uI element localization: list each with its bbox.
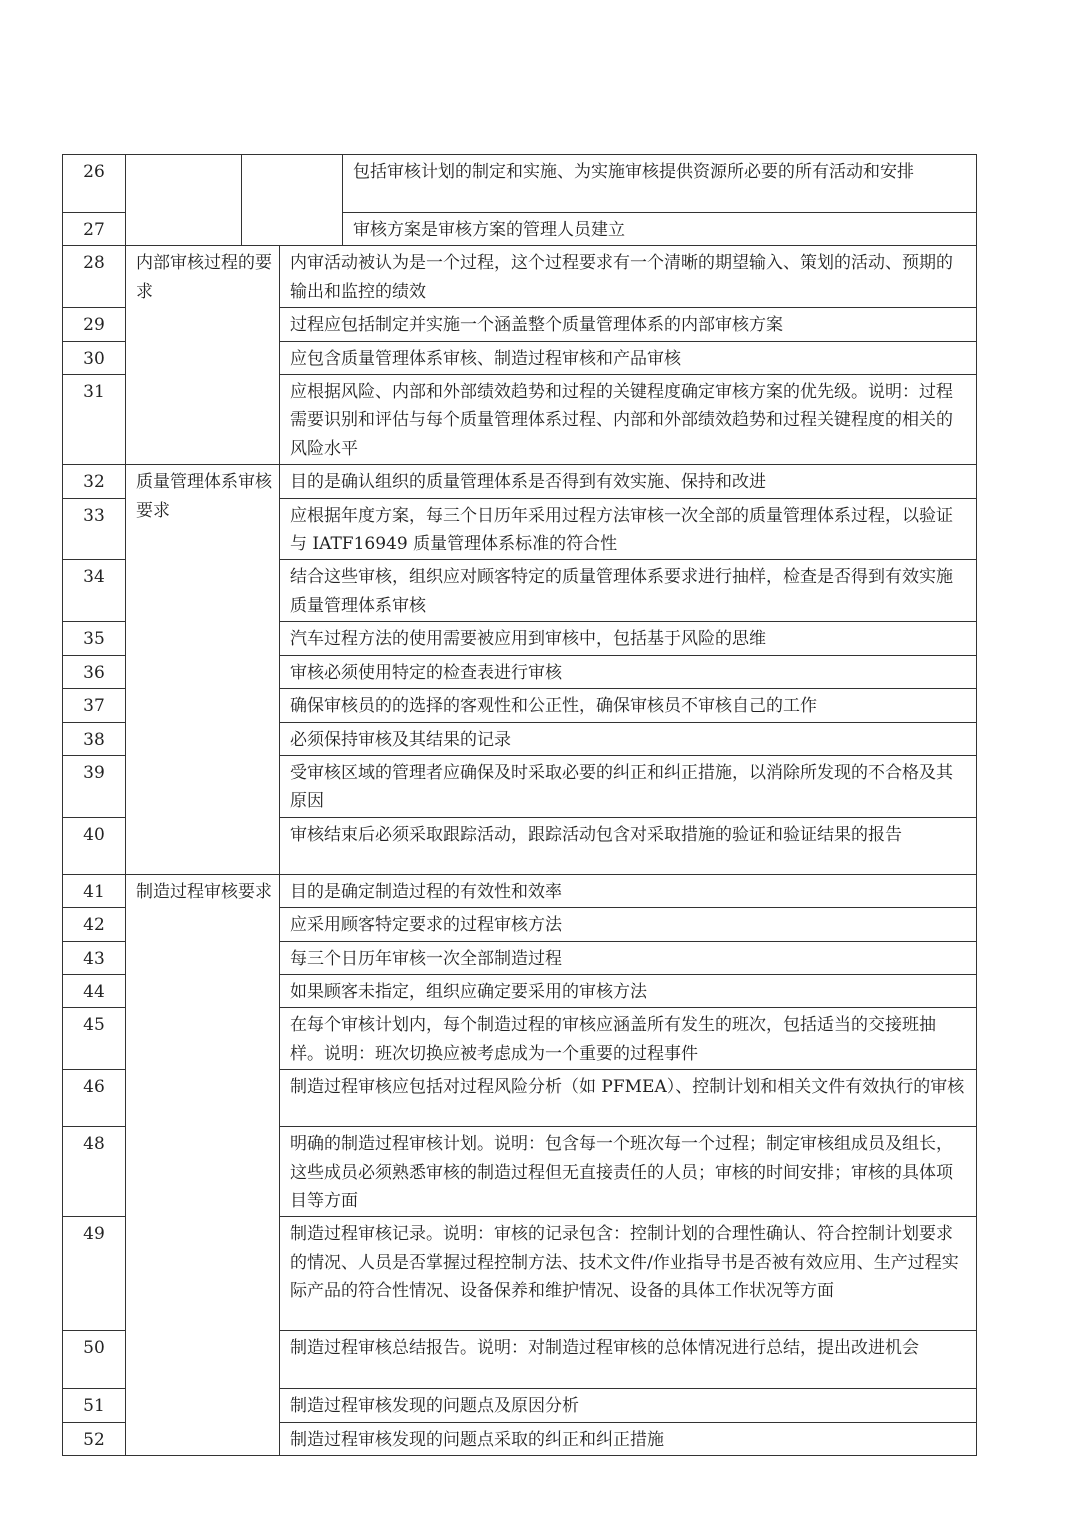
row-number: 32 xyxy=(63,465,126,498)
empty-cell xyxy=(126,155,242,246)
row-content: 目的是确定制造过程的有效性和效率 xyxy=(280,874,977,907)
row-content: 应根据年度方案，每三个日历年采用过程方法审核一次全部的质量管理体系过程，以验证与 IATF16949 质量管理体系标准的符合性 xyxy=(280,498,977,560)
table-row xyxy=(63,465,977,498)
row-number: 45 xyxy=(63,1008,126,1070)
row-content: 制造过程审核应包括对过程风险分析（如 PFMEA）、控制计划和相关文件有效执行的审核 xyxy=(280,1070,977,1127)
table-row xyxy=(63,246,977,308)
row-number: 40 xyxy=(63,817,126,874)
row-content: 在每个审核计划内，每个制造过程的审核应涵盖所有发生的班次，包括适当的交接班抽样。说明：班次切换应被考虑成为一个重要的过程事件 xyxy=(280,1008,977,1070)
category-qms-audit: 质量管理体系审核要求 xyxy=(126,465,280,874)
row-number: 50 xyxy=(63,1331,126,1389)
table-row xyxy=(63,155,977,213)
requirements-table xyxy=(62,154,977,1456)
row-number: 42 xyxy=(63,908,126,941)
row-content: 应包含质量管理体系审核、制造过程审核和产品审核 xyxy=(280,341,977,374)
category-internal-audit-process: 内部审核过程的要求 xyxy=(126,246,280,465)
row-number: 37 xyxy=(63,689,126,722)
row-content: 确保审核员的的选择的客观性和公正性，确保审核员不审核自己的工作 xyxy=(280,689,977,722)
empty-cell xyxy=(242,155,343,246)
row-number: 28 xyxy=(63,246,126,308)
row-number: 31 xyxy=(63,375,126,465)
row-number: 29 xyxy=(63,308,126,341)
row-content: 制造过程审核记录。说明：审核的记录包含：控制计划的合理性确认、符合控制计划要求的情况、人员是否掌握过程控制方法、技术文件/作业指导书是否被有效应用、生产过程实际产品的符合性情况、设备保养和维护情况、设备的具体工作状况等方面 xyxy=(280,1217,977,1331)
row-number: 46 xyxy=(63,1070,126,1127)
row-number: 33 xyxy=(63,498,126,560)
row-content: 受审核区域的管理者应确保及时采取必要的纠正和纠正措施，以消除所发现的不合格及其原因 xyxy=(280,755,977,817)
row-content: 制造过程审核发现的问题点采取的纠正和纠正措施 xyxy=(280,1422,977,1455)
row-content: 结合这些审核，组织应对顾客特定的质量管理体系要求进行抽样，检查是否得到有效实施质量管理体系审核 xyxy=(280,560,977,622)
row-number: 52 xyxy=(63,1422,126,1455)
row-content: 过程应包括制定并实施一个涵盖整个质量管理体系的内部审核方案 xyxy=(280,308,977,341)
row-number: 36 xyxy=(63,655,126,688)
row-number: 34 xyxy=(63,560,126,622)
row-content: 必须保持审核及其结果的记录 xyxy=(280,722,977,755)
row-content: 制造过程审核总结报告。说明：对制造过程审核的总体情况进行总结，提出改进机会 xyxy=(280,1331,977,1389)
row-content: 包括审核计划的制定和实施、为实施审核提供资源所必要的所有活动和安排 xyxy=(343,155,977,213)
row-number: 30 xyxy=(63,341,126,374)
row-content: 明确的制造过程审核计划。说明：包含每一个班次每一个过程；制定审核组成员及组长，这些成员必须熟悉审核的制造过程但无直接责任的人员；审核的时间安排；审核的具体项目等方面 xyxy=(280,1127,977,1217)
category-manufacturing-process-audit: 制造过程审核要求 xyxy=(126,874,280,1455)
row-content: 目的是确认组织的质量管理体系是否得到有效实施、保持和改进 xyxy=(280,465,977,498)
row-number: 27 xyxy=(63,213,126,246)
row-number: 35 xyxy=(63,622,126,655)
row-number: 39 xyxy=(63,755,126,817)
row-content: 审核必须使用特定的检查表进行审核 xyxy=(280,655,977,688)
row-content: 应采用顾客特定要求的过程审核方法 xyxy=(280,908,977,941)
row-number: 49 xyxy=(63,1217,126,1331)
row-number: 51 xyxy=(63,1389,126,1422)
row-content: 制造过程审核发现的问题点及原因分析 xyxy=(280,1389,977,1422)
row-content: 审核结束后必须采取跟踪活动，跟踪活动包含对采取措施的验证和验证结果的报告 xyxy=(280,817,977,874)
row-number: 41 xyxy=(63,874,126,907)
table-row xyxy=(63,874,977,907)
row-content: 内审活动被认为是一个过程，这个过程要求有一个清晰的期望输入、策划的活动、预期的输出和监控的绩效 xyxy=(280,246,977,308)
row-content: 每三个日历年审核一次全部制造过程 xyxy=(280,941,977,974)
row-number: 48 xyxy=(63,1127,126,1217)
row-number: 43 xyxy=(63,941,126,974)
row-content: 汽车过程方法的使用需要被应用到审核中，包括基于风险的思维 xyxy=(280,622,977,655)
row-number: 26 xyxy=(63,155,126,213)
row-content: 审核方案是审核方案的管理人员建立 xyxy=(343,213,977,246)
row-number: 38 xyxy=(63,722,126,755)
row-number: 44 xyxy=(63,974,126,1007)
row-content: 如果顾客未指定，组织应确定要采用的审核方法 xyxy=(280,974,977,1007)
row-content: 应根据风险、内部和外部绩效趋势和过程的关键程度确定审核方案的优先级。说明：过程需要识别和评估与每个质量管理体系过程、内部和外部绩效趋势和过程关键程度的相关的风险水平 xyxy=(280,375,977,465)
